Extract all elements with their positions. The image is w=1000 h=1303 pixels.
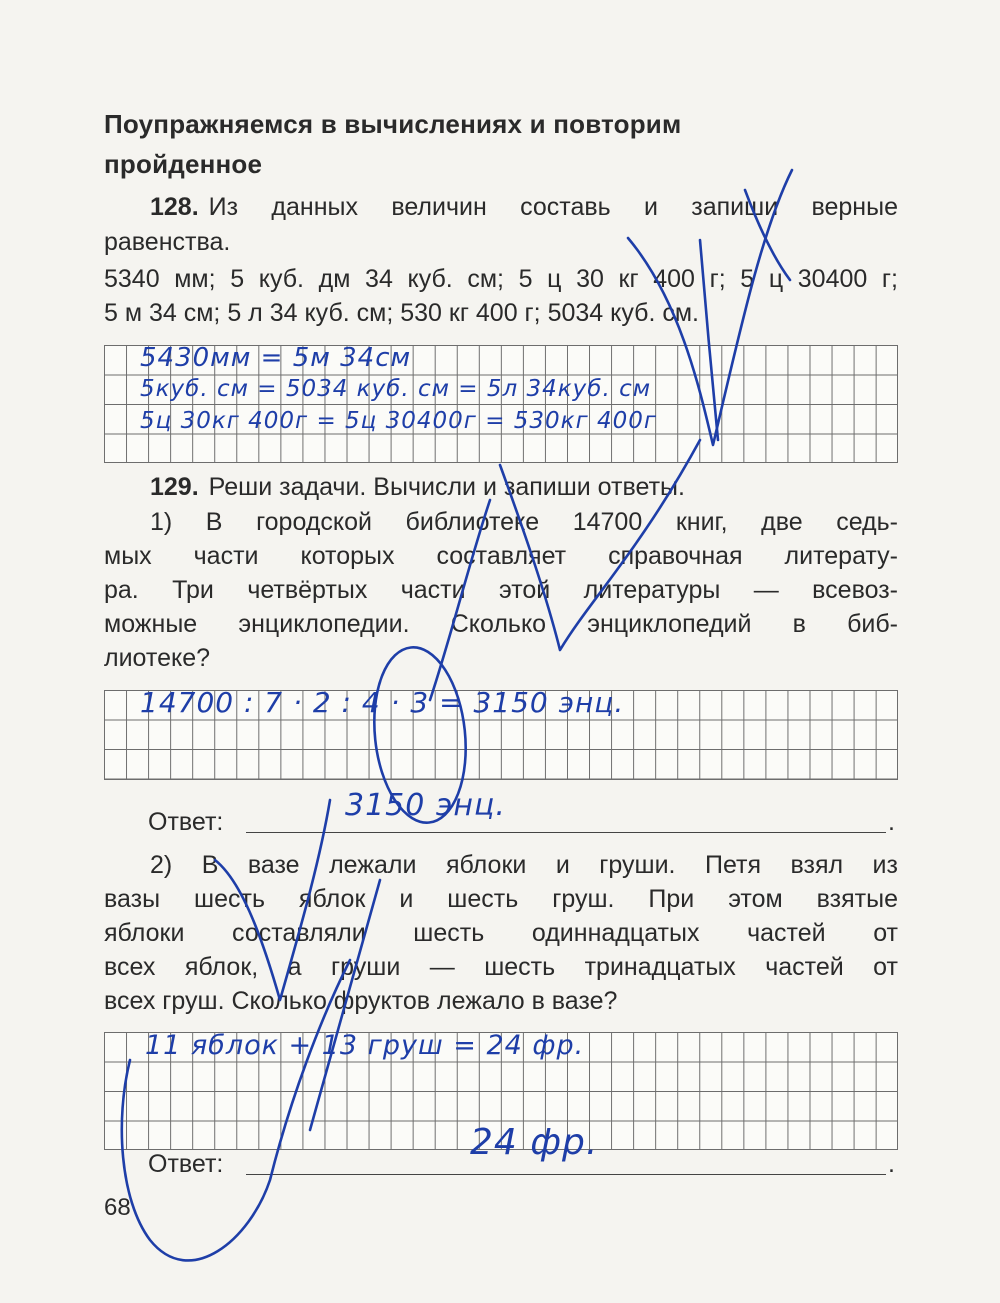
section-heading: [104, 104, 894, 184]
task-129-prompt: [150, 470, 685, 504]
problem1-line4: можные энциклопедии. Сколько энциклопедий в биб-: [104, 610, 898, 638]
task-128-prompt-line1: Из данных величин составь и запиши верные: [208, 193, 898, 221]
task-128-values-line2: 5 м 34 см; 5 л 34 куб. см; 530 кг 400 г; 5034 куб. см.: [104, 299, 699, 327]
page-number: 68: [104, 1194, 131, 1221]
task-129-number: 129.: [150, 473, 199, 501]
problem1-answer-dot: .: [888, 808, 895, 836]
problem1-line5: лиотеке?: [104, 644, 211, 672]
problem1-answer-line: [246, 832, 886, 833]
problem1-handwritten-answer: 3150 энц.: [345, 788, 506, 823]
task-128-values-line1: 5340 мм; 5 куб. дм 34 куб. см; 5 ц 30 кг 400 г; 5 ц 30400 г;: [104, 265, 898, 293]
problem2-handwritten-answer: 24 фр.: [470, 1122, 599, 1163]
problem2-answer-dot: .: [888, 1150, 895, 1178]
problem2-handwritten-solution: 11 яблок + 13 груш = 24 фр.: [145, 1030, 585, 1061]
problem1-line1: 1) В городской библиотеке 14700 книг, две седь-: [150, 508, 898, 536]
section-heading-line1: Поупражняемся в вычислениях и повторим: [104, 109, 682, 139]
problem2-line1: 2) В вазе лежали яблоки и груши. Петя взял из: [150, 851, 898, 879]
task-128-handwritten-line3: 5ц 30кг 400г = 5ц 30400г = 530кг 400г: [140, 408, 657, 434]
problem1-line3: ра. Три четвёртых части этой литературы — всевоз-: [104, 576, 898, 604]
task-128-handwritten-line1: 5430мм = 5м 34см: [140, 343, 412, 373]
problem2-line2: вазы шесть яблок и шесть груш. При этом взятые: [104, 885, 898, 913]
problem1-line2: мых части которых составляет справочная литерату-: [104, 542, 898, 570]
problem2-line3: яблоки составляли шесть одиннадцатых частей от: [104, 919, 898, 947]
task-128-prompt: [150, 190, 898, 224]
problem2-line5: всех груш. Сколько фруктов лежало в вазе?: [104, 987, 618, 1015]
task-128-number: 128.: [150, 193, 199, 221]
task-128-handwritten-line2: 5куб. см = 5034 куб. см = 5л 34куб. см: [140, 376, 652, 402]
problem2-answer-line: [246, 1174, 886, 1175]
problem1-answer-label: Ответ:: [148, 808, 224, 836]
problem2-line4: всех яблок, а груши — шесть тринадцатых частей от: [104, 953, 898, 981]
task-128-prompt-line2: равенства.: [104, 228, 231, 256]
section-heading-line2: пройденное: [104, 149, 263, 179]
task-129-prompt-text: Реши задачи. Вычисли и запиши ответы.: [208, 473, 685, 501]
problem1-handwritten-solution: 14700 : 7 · 2 : 4 · 3 = 3150 энц.: [140, 686, 625, 719]
problem2-answer-label: Ответ:: [148, 1150, 224, 1178]
